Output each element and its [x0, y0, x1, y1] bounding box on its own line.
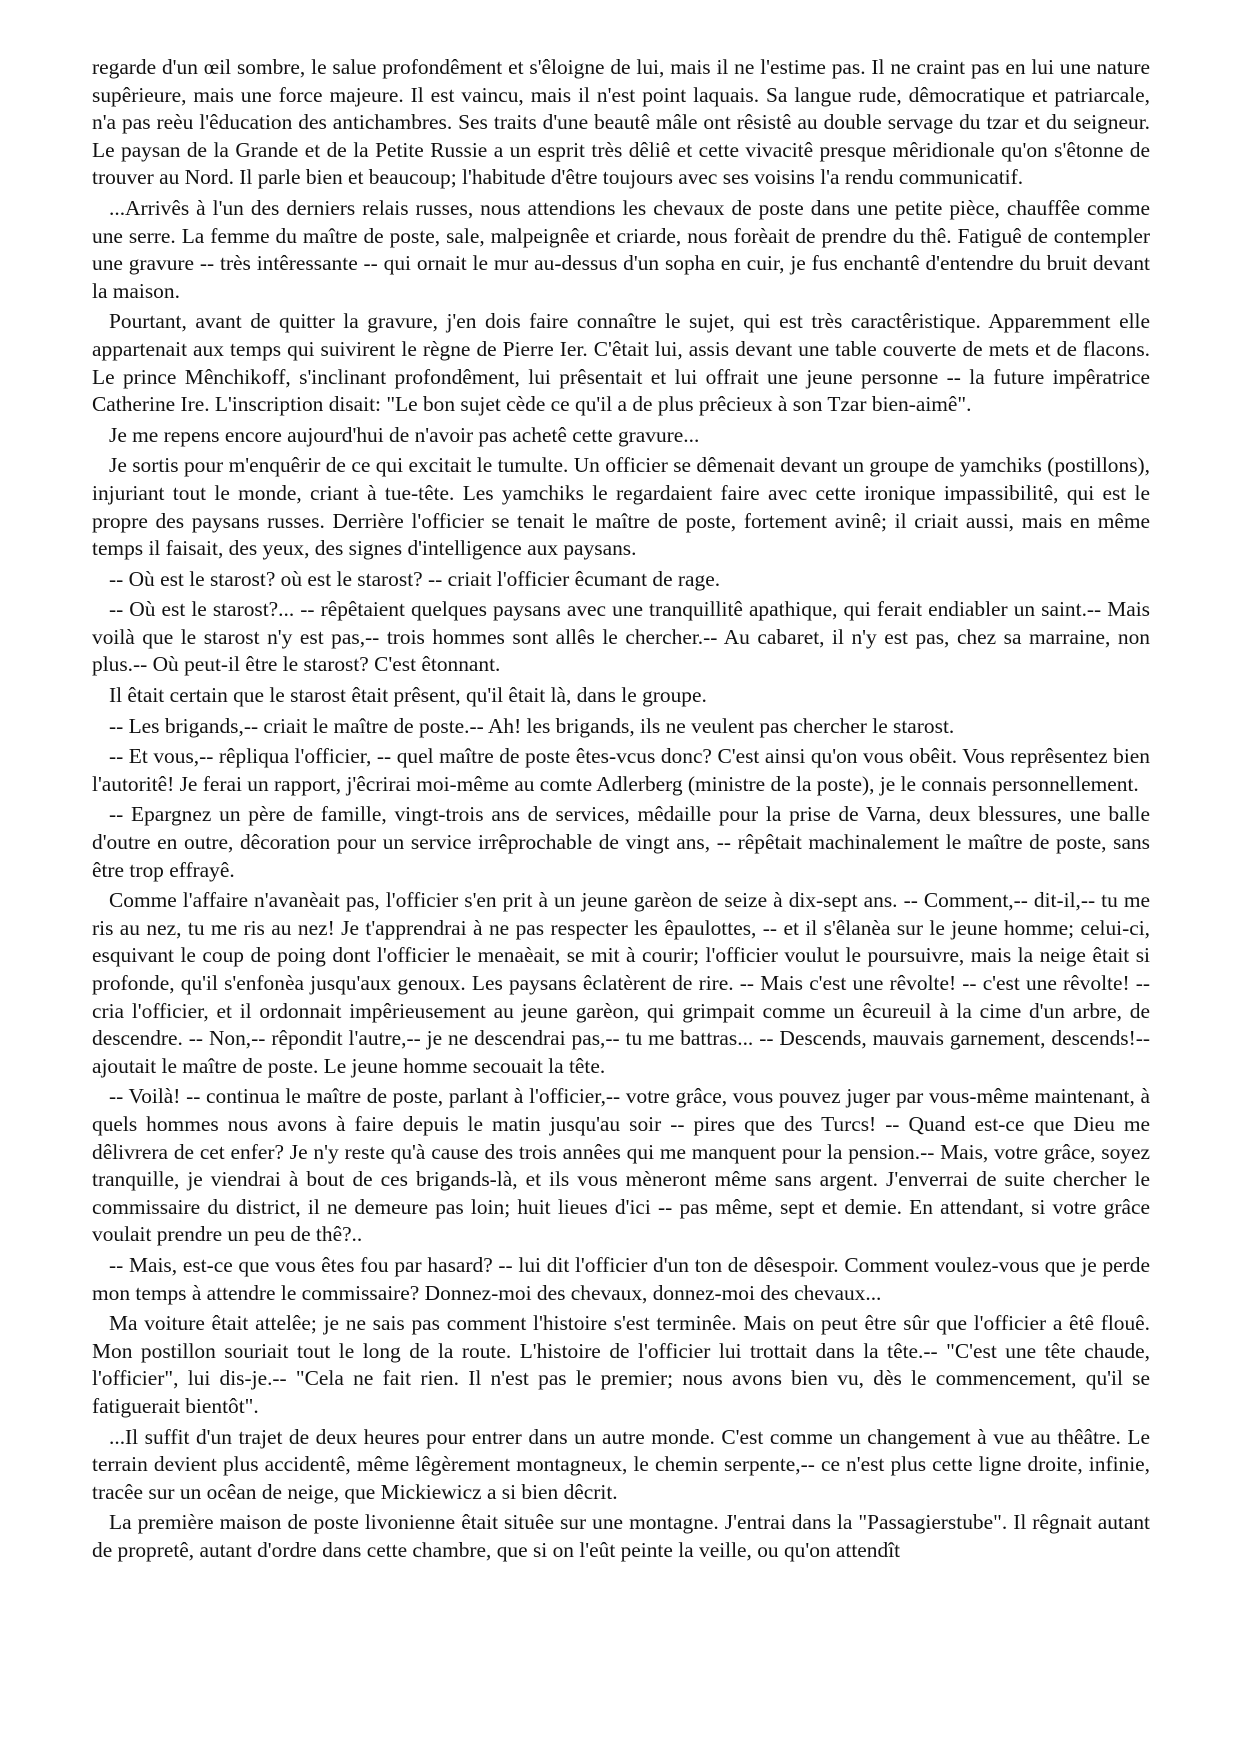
paragraph: Pourtant, avant de quitter la gravure, j'en dois faire connaître le sujet, qui est très caractêristique. Apparemment elle appartenait aux temps qui suivirent le règne de Pierre Ier. C'êtait lui, assis devant une table couverte de mets et de flacons. Le prince Mênchikoff, s'inclinant profondêment, lui prêsentait et lui offrait une jeune personne -- la future impêratrice Catherine Ire. L'inscription disait: "Le bon sujet cède ce qu'il a de plus prêcieux à son Tzar bien-aimê".: [92, 309, 1150, 417]
paragraph: -- Mais, est-ce que vous êtes fou par hasard? -- lui dit l'officier d'un ton de dêsespoir. Comment voulez-vous que je perde mon temps à attendre le commissaire? Donnez-moi des chevaux, donnez-moi des chevaux...: [92, 1252, 1150, 1305]
paragraph: -- Voilà! -- continua le maître de poste, parlant à l'officier,-- votre grâce, vous pouvez juger par vous-même maintenant, à quels hommes nous avons à faire depuis le matin jusqu'au soir -- pires que des Turcs! -- Quand est-ce que Dieu me dêlivrera de cet enfer? Je n'y reste qu'à cause des trois annêes qui me manquent pour la pension.-- Mais, votre grâce, soyez tranquille, je viendrai à bout de ces brigands-là, et ils vous mèneront même sans argent. J'enverrai de suite chercher le commissaire du district, il ne demeure pas loin; huit lieues d'ici -- pas même, sept et demie. En attendant, si votre grâce voulait prendre un peu de thê?..: [92, 1084, 1150, 1247]
paragraph: Je sortis pour m'enquêrir de ce qui excitait le tumulte. Un officier se dêmenait devant un groupe de yamchiks (postillons), injuriant tout le monde, criant à tue-tête. Les yamchiks le regardaient faire avec cette ironique impassibilitê, qui est le propre des paysans russes. Derrière l'officier se tenait le maître de poste, fortement avinê; il criait aussi, mais en même temps il faisait, des yeux, des signes d'intelligence aux paysans.: [92, 453, 1150, 561]
paragraph: Il êtait certain que le starost êtait prêsent, qu'il êtait là, dans le groupe.: [109, 683, 707, 708]
paragraph: Ma voiture êtait attelêe; je ne sais pas comment l'histoire s'est terminêe. Mais on peut être sûr que l'officier a êtê flouê. Mon postillon souriait tout le long de la route. L'histoire de l'officier lui trottait dans la tête.-- "C'est une tête chaude, l'officier", lui dis-je.-- "Cela ne fait rien. Il n'est pas le premier; nous avons bien vu, dès le commencement, qu'il se fatiguerait bientôt".: [92, 1311, 1150, 1418]
paragraph: -- Epargnez un père de famille, vingt-trois ans de services, mêdaille pour la prise de Varna, deux blessures, une balle d'outre en outre, dêcoration pour un service irrêprochable de vingt ans, -- rêpêtait machinalement le maître de poste, sans être trop effrayê.: [92, 802, 1150, 882]
paragraph: regarde d'un œil sombre, le salue profondêment et s'êloigne de lui, mais il ne l'estime pas. Il ne craint pas en lui une nature supêrieure, mais une force majeure. Il est vaincu, mais il n'est point laquais. Sa langue rude, dêmocratique et patriarcale, n'a pas reèu l'êducation des antichambres. Ses traits d'une beautê mâle ont rêsistê au double servage du tzar et du seigneur. Le paysan de la Grande et de la Petite Russie a un esprit très dêliê et cette vivacitê presque mêridionale qu'on s'êtonne de trouver au Nord. Il parle bien et beaucoup; l'habitude d'être toujours avec ses voisins l'a rendu communicatif.: [92, 55, 1150, 190]
paragraph: ...Arrivês à l'un des derniers relais russes, nous attendions les chevaux de poste dans une petite pièce, chauffêe comme une serre. La femme du maître de poste, sale, malpeignêe et criarde, nous forèait de prendre du thê. Fatiguê de contempler une gravure -- très intêressante -- qui ornait le mur au-dessus d'un sopha en cuir, je fus enchantê d'entendre du bruit devant la maison.: [92, 195, 1150, 303]
paragraph: Je me repens encore aujourd'hui de n'avoir pas achetê cette gravure...: [109, 422, 700, 447]
paragraph: La première maison de poste livonienne êtait situêe sur une montagne. J'entrai dans la "Passagierstube". Il rêgnait autant de propretê, autant d'ordre dans cette chambre, que si on l'eût peinte la veille, ou qu'on attendît: [92, 1510, 1150, 1562]
paragraph: -- Et vous,-- rêpliqua l'officier, -- quel maître de poste êtes-vcus donc? C'est ainsi qu'on vous obêit. Vous reprêsentez bien l'autoritê! Je ferai un rapport, j'êcrirai moi-même au comte Adlerberg (ministre de la poste), je le connais personnellement.: [92, 744, 1150, 796]
paragraph: -- Les brigands,-- criait le maître de poste.-- Ah! les brigands, ils ne veulent pas chercher le starost.: [109, 713, 955, 738]
paragraph: Comme l'affaire n'avanèait pas, l'officier s'en prit à un jeune garèon de seize à dix-sept ans. -- Comment,-- dit-il,-- tu me ris au nez, tu me ris au nez! Je t'apprendrai à ne pas respecter les êpaulottes, -- et il s'êlanèa sur le jeune homme; celui-ci, esquivant le coup de poing dont l'officier le menaèait, se mit à courir; l'officier voulut le poursuivre, mais la neige êtait si profonde, qu'il s'enfonèa jusqu'aux genoux. Les paysans êclatèrent de rire. -- Mais c'est une rêvolte! -- c'est une rêvolte! -- cria l'officier, et il ordonnait impêrieusement au jeune garèon, qui grimpait comme un êcureuil à la cime d'un arbre, de descendre. -- Non,-- rêpondit l'autre,-- je ne descendrai pas,-- tu me battras... -- Descends, mauvais garnement, descends!-- ajoutait le maître de poste. Le jeune homme secouait la tête.: [92, 888, 1150, 1078]
document-page: [92, 54, 1150, 1564]
paragraph: -- Où est le starost? où est le starost? -- criait l'officier êcumant de rage.: [109, 566, 721, 591]
paragraph: -- Où est le starost?... -- rêpêtaient quelques paysans avec une tranquillitê apathique, qui ferait endiabler un saint.-- Mais voilà que le starost n'y est pas,-- trois hommes sont allês le chercher.-- Au cabaret, il n'y est pas, chez sa marraine, non plus.-- Où peut-il être le starost? C'est êtonnant.: [92, 597, 1150, 677]
paragraph: ...Il suffit d'un trajet de deux heures pour entrer dans un autre monde. C'est comme un changement à vue au thêâtre. Le terrain devient plus accidentê, même lêgèrement montagneux, le chemin serpente,-- ce n'est plus cette ligne droite, infinie, tracêe sur un ocêan de neige, que Mickiewicz a si bien dêcrit.: [92, 1424, 1150, 1504]
